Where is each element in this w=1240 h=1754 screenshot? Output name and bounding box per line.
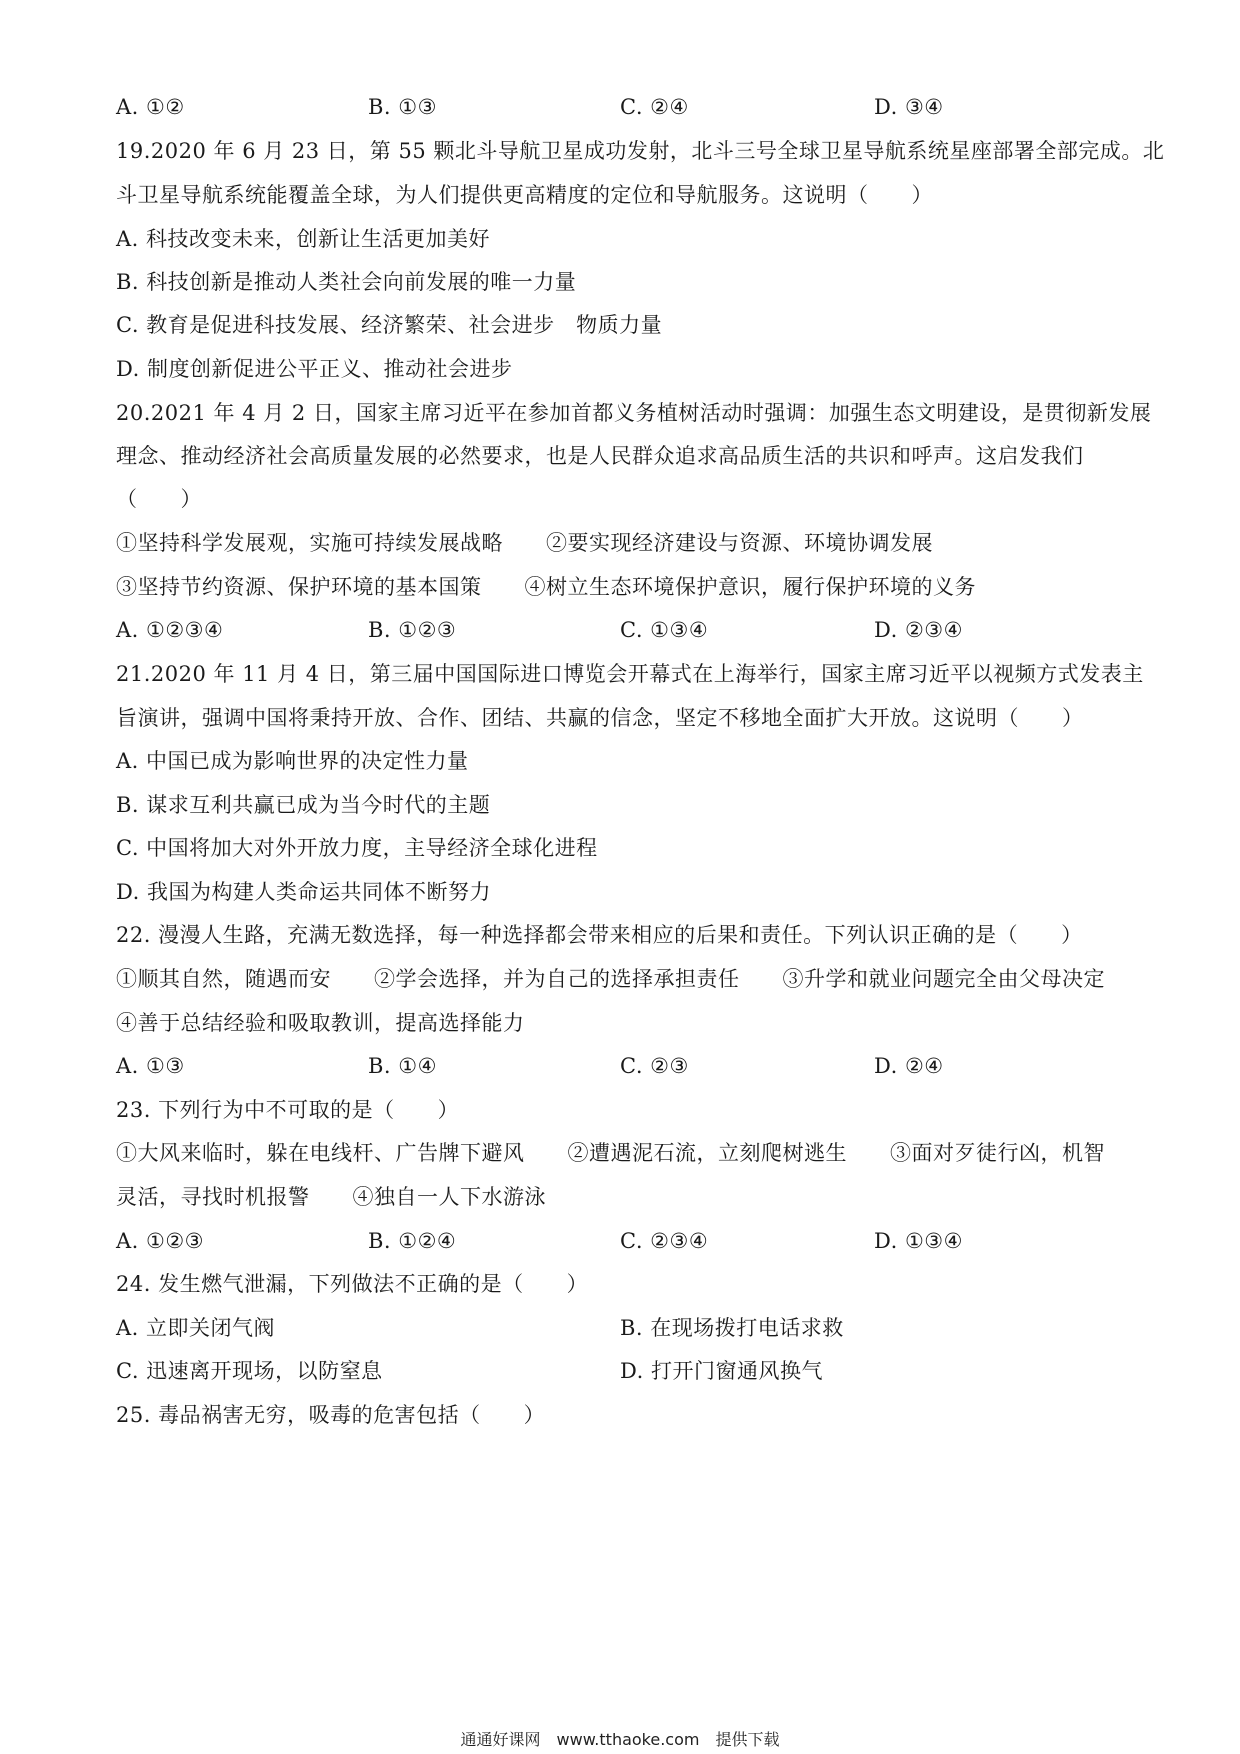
q23-option-c: C. ②③④ bbox=[620, 1229, 709, 1253]
q20-items-line2: ③坚持节约资源、保护环境的基本国策 ④树立生态环境保护意识，履行保护环境的义务 bbox=[116, 575, 976, 599]
q19-stem-line2: 斗卫星导航系统能覆盖全球，为人们提供更高精度的定位和导航服务。这说明（ ） bbox=[116, 183, 933, 207]
q18-option-b: B. ①③ bbox=[368, 95, 437, 119]
page-footer: 通通好课网 www.tthaoke.com 提供下载 bbox=[460, 1730, 780, 1749]
q19-stem-line1: 19.2020 年 6 月 23 日，第 55 颗北斗导航卫星成功发射，北斗三号全球卫星导航系统星座部署全部完成。北 bbox=[116, 139, 1165, 163]
q23-stem-line1: 23. 下列行为中不可取的是（ ） bbox=[116, 1098, 460, 1122]
q23-option-d: D. ①③④ bbox=[874, 1229, 963, 1253]
q23-items-line2: 灵活，寻找时机报警 ④独自一人下水游泳 bbox=[116, 1185, 546, 1209]
q22-items-line1: ①顺其自然，随遇而安 ②学会选择，并为自己的选择承担责任 ③升学和就业问题完全由父母决定 bbox=[116, 967, 1105, 991]
q25-stem-line1: 25. 毒品祸害无穷，吸毒的危害包括（ ） bbox=[116, 1403, 546, 1427]
q23-items-line1: ①大风来临时，躲在电线杆、广告牌下避风 ②遭遇泥石流，立刻爬树逃生 ③面对歹徒行凶，机智 bbox=[116, 1141, 1105, 1165]
q19-option-c: C. 教育是促进科技发展、经济繁荣、社会进步 物质力量 bbox=[116, 313, 663, 337]
q19-option-a: A. 科技改变未来，创新让生活更加美好 bbox=[116, 227, 491, 251]
q23-option-a: A. ①②③ bbox=[116, 1229, 204, 1253]
q21-option-b: B. 谋求互利共赢已成为当今时代的主题 bbox=[116, 793, 491, 817]
q20-option-c: C. ①③④ bbox=[620, 618, 709, 642]
q24-stem-line1: 24. 发生燃气泄漏，下列做法不正确的是（ ） bbox=[116, 1272, 589, 1296]
q24-option-d: D. 打开门窗通风换气 bbox=[620, 1359, 823, 1383]
q20-stem-line1: 20.2021 年 4 月 2 日，国家主席习近平在参加首都义务植树活动时强调：加强生态文明建设，是贯彻新发展 bbox=[116, 401, 1152, 425]
q21-option-d: D. 我国为构建人类命运共同体不断努力 bbox=[116, 880, 491, 904]
q20-stem-line2: 理念、推动经济社会高质量发展的必然要求，也是人民群众追求高品质生活的共识和呼声。这启发我们 bbox=[116, 444, 1084, 468]
q20-items-line1: ①坚持科学发展观，实施可持续发展战略 ②要实现经济建设与资源、环境协调发展 bbox=[116, 531, 933, 555]
q22-option-d: D. ②④ bbox=[874, 1054, 944, 1078]
q21-stem-line2: 旨演讲，强调中国将秉持开放、合作、团结、共赢的信念，坚定不移地全面扩大开放。这说明（ ） bbox=[116, 706, 1084, 730]
q22-stem-line1: 22. 漫漫人生路，充满无数选择，每一种选择都会带来相应的后果和责任。下列认识正确的是（ ） bbox=[116, 923, 1083, 947]
q20-stem-line3: （ ） bbox=[116, 487, 202, 511]
q21-stem-line1: 21.2020 年 11 月 4 日，第三届中国国际进口博览会开幕式在上海举行，国家主席习近平以视频方式发表主 bbox=[116, 662, 1144, 686]
q19-option-b: B. 科技创新是推动人类社会向前发展的唯一力量 bbox=[116, 270, 577, 294]
q18-option-d: D. ③④ bbox=[874, 95, 944, 119]
q24-option-a: A. 立即关闭气阀 bbox=[116, 1316, 276, 1340]
q22-option-b: B. ①④ bbox=[368, 1054, 437, 1078]
q20-option-b: B. ①②③ bbox=[368, 618, 457, 642]
q22-option-a: A. ①③ bbox=[116, 1054, 185, 1078]
q21-option-c: C. 中国将加大对外开放力度，主导经济全球化进程 bbox=[116, 836, 598, 860]
q18-option-a: A. ①② bbox=[116, 95, 185, 119]
q21-option-a: A. 中国已成为影响世界的决定性力量 bbox=[116, 749, 469, 773]
q20-option-d: D. ②③④ bbox=[874, 618, 963, 642]
q22-items-line2: ④善于总结经验和吸取教训，提高选择能力 bbox=[116, 1011, 525, 1035]
q19-option-d: D. 制度创新促进公平正义、推动社会进步 bbox=[116, 357, 513, 381]
q24-option-b: B. 在现场拨打电话求救 bbox=[620, 1316, 844, 1340]
q22-option-c: C. ②③ bbox=[620, 1054, 689, 1078]
q24-option-c: C. 迅速离开现场，以防窒息 bbox=[116, 1359, 383, 1383]
q18-option-c: C. ②④ bbox=[620, 95, 689, 119]
q20-option-a: A. ①②③④ bbox=[116, 618, 224, 642]
q23-option-b: B. ①②④ bbox=[368, 1229, 457, 1253]
